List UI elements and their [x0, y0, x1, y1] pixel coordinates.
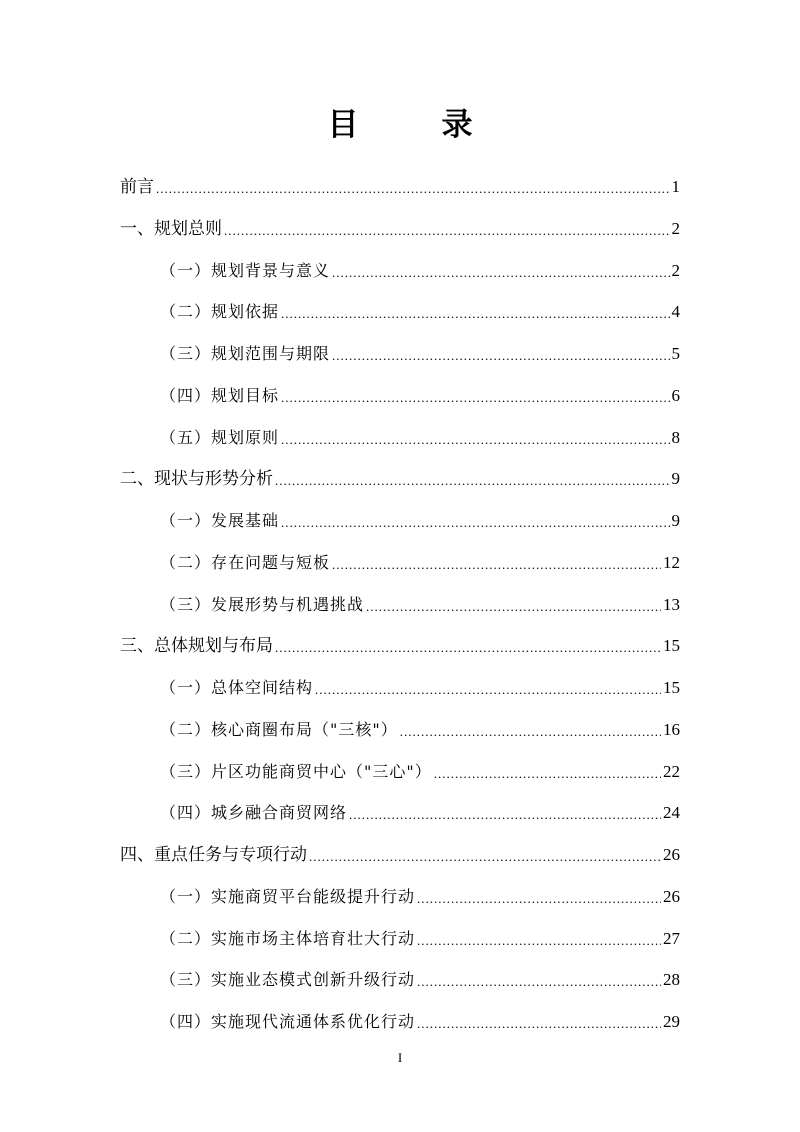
toc-entry[interactable]	[160, 374, 680, 406]
toc-entry-page: 5	[671, 344, 680, 363]
toc-entry-label: （一）规划背景与意义	[160, 260, 331, 280]
toc-leader-dots	[275, 469, 670, 489]
toc-entry-label: 二、现状与形势分析	[120, 469, 273, 490]
toc-entry-page: 28	[663, 970, 680, 990]
toc-entry-label: （二）规划依据	[160, 302, 280, 322]
toc-entry-page: 8	[671, 427, 680, 447]
toc-entry[interactable]	[120, 165, 680, 197]
toc-entry[interactable]	[160, 290, 680, 322]
toc-entry-label: （四）规划目标	[160, 385, 280, 405]
toc-entry[interactable]	[160, 958, 680, 990]
toc-entry[interactable]	[160, 332, 680, 364]
toc-entry[interactable]	[120, 207, 680, 239]
toc-entry-page: 4	[671, 302, 680, 322]
toc-entry[interactable]	[160, 249, 680, 281]
toc-leader-dots	[281, 428, 669, 448]
toc-entry-page: 15	[663, 678, 680, 697]
toc-leader-dots	[332, 261, 669, 281]
toc-entry-page: 9	[671, 469, 680, 489]
toc-entry[interactable]	[160, 708, 680, 740]
toc-entry-page: 26	[663, 886, 680, 906]
toc-entry[interactable]	[160, 541, 680, 573]
toc-entry-label: 一、规划总则	[120, 218, 222, 239]
toc-leader-dots	[332, 553, 661, 573]
toc-leader-dots	[434, 762, 661, 782]
toc-entry-page: 2	[671, 260, 680, 280]
toc-entry-label: 三、总体规划与布局	[120, 636, 273, 657]
toc-entry-label: （二）实施市场主体培育壮大行动	[160, 928, 416, 948]
toc-entry-page: 12	[663, 552, 680, 572]
toc-leader-dots	[224, 219, 670, 239]
toc-leader-dots	[417, 887, 661, 907]
toc-entry-page: 22	[663, 761, 680, 781]
toc-entry-label: （三）发展形势与机遇挑战	[160, 594, 365, 614]
toc-entry-label: （一）总体空间结构	[160, 678, 314, 697]
toc-leader-dots	[332, 344, 669, 364]
toc-entry-page: 2	[671, 218, 680, 238]
toc-leader-dots	[366, 595, 661, 615]
toc-entry-label: （二）核心商圈布局（"三核"）	[160, 719, 398, 739]
toc-entry[interactable]	[120, 457, 680, 489]
toc-entry[interactable]	[160, 750, 680, 782]
toc-leader-dots	[281, 386, 669, 406]
toc-entry-page: 29	[663, 1012, 680, 1031]
toc-leader-dots	[156, 177, 670, 197]
toc-entry-label: （三）规划范围与期限	[160, 344, 331, 363]
toc-entry-label: （三）实施业态模式创新升级行动	[160, 970, 416, 990]
toc-entry-label: （三）片区功能商贸中心（"三心"）	[160, 761, 432, 781]
page-title: 目 录	[327, 107, 499, 143]
toc-entry-page: 16	[663, 719, 680, 739]
toc-entry-page: 1	[671, 177, 680, 196]
toc-leader-dots	[417, 929, 661, 949]
toc-entry[interactable]	[120, 833, 680, 865]
toc-entry[interactable]	[160, 499, 680, 531]
toc-entry[interactable]	[160, 416, 680, 448]
toc-leader-dots	[349, 803, 661, 823]
toc-entry[interactable]	[160, 583, 680, 615]
toc-entry-label: （四）实施现代流通体系优化行动	[160, 1012, 416, 1031]
toc-leader-dots	[281, 511, 669, 531]
toc-leader-dots	[281, 302, 669, 322]
toc-leader-dots	[417, 970, 661, 990]
toc-entry-page: 24	[663, 803, 680, 823]
toc-leader-dots	[400, 720, 661, 740]
toc-entry-label: （二）存在问题与短板	[160, 552, 331, 572]
toc-entry[interactable]	[120, 624, 680, 656]
toc-entry-label: （四）城乡融合商贸网络	[160, 803, 348, 823]
toc-entry-page: 9	[671, 511, 680, 530]
toc-entry-page: 6	[671, 385, 680, 405]
toc-entry-label: （五）规划原则	[160, 427, 280, 447]
toc-entry-label: （一）实施商贸平台能级提升行动	[160, 886, 416, 906]
toc-entry-page: 13	[663, 594, 680, 614]
toc-entry[interactable]	[160, 791, 680, 823]
toc-leader-dots	[309, 845, 661, 865]
toc-entry[interactable]	[160, 875, 680, 907]
toc-entry-label: （一）发展基础	[160, 511, 280, 530]
toc-leader-dots	[275, 636, 661, 656]
toc-entry[interactable]	[160, 917, 680, 949]
page-number: I	[397, 1050, 403, 1065]
toc-leader-dots	[417, 1012, 661, 1032]
toc-entry[interactable]	[160, 666, 680, 698]
toc-entry-label: 四、重点任务与专项行动	[120, 845, 307, 865]
toc-entry[interactable]	[160, 1000, 680, 1032]
toc-entry-page: 15	[663, 636, 680, 656]
toc-entry-page: 26	[663, 845, 680, 864]
toc-entry-page: 27	[663, 928, 680, 948]
toc-entry-label: 前言	[120, 177, 154, 197]
toc-leader-dots	[315, 678, 661, 698]
